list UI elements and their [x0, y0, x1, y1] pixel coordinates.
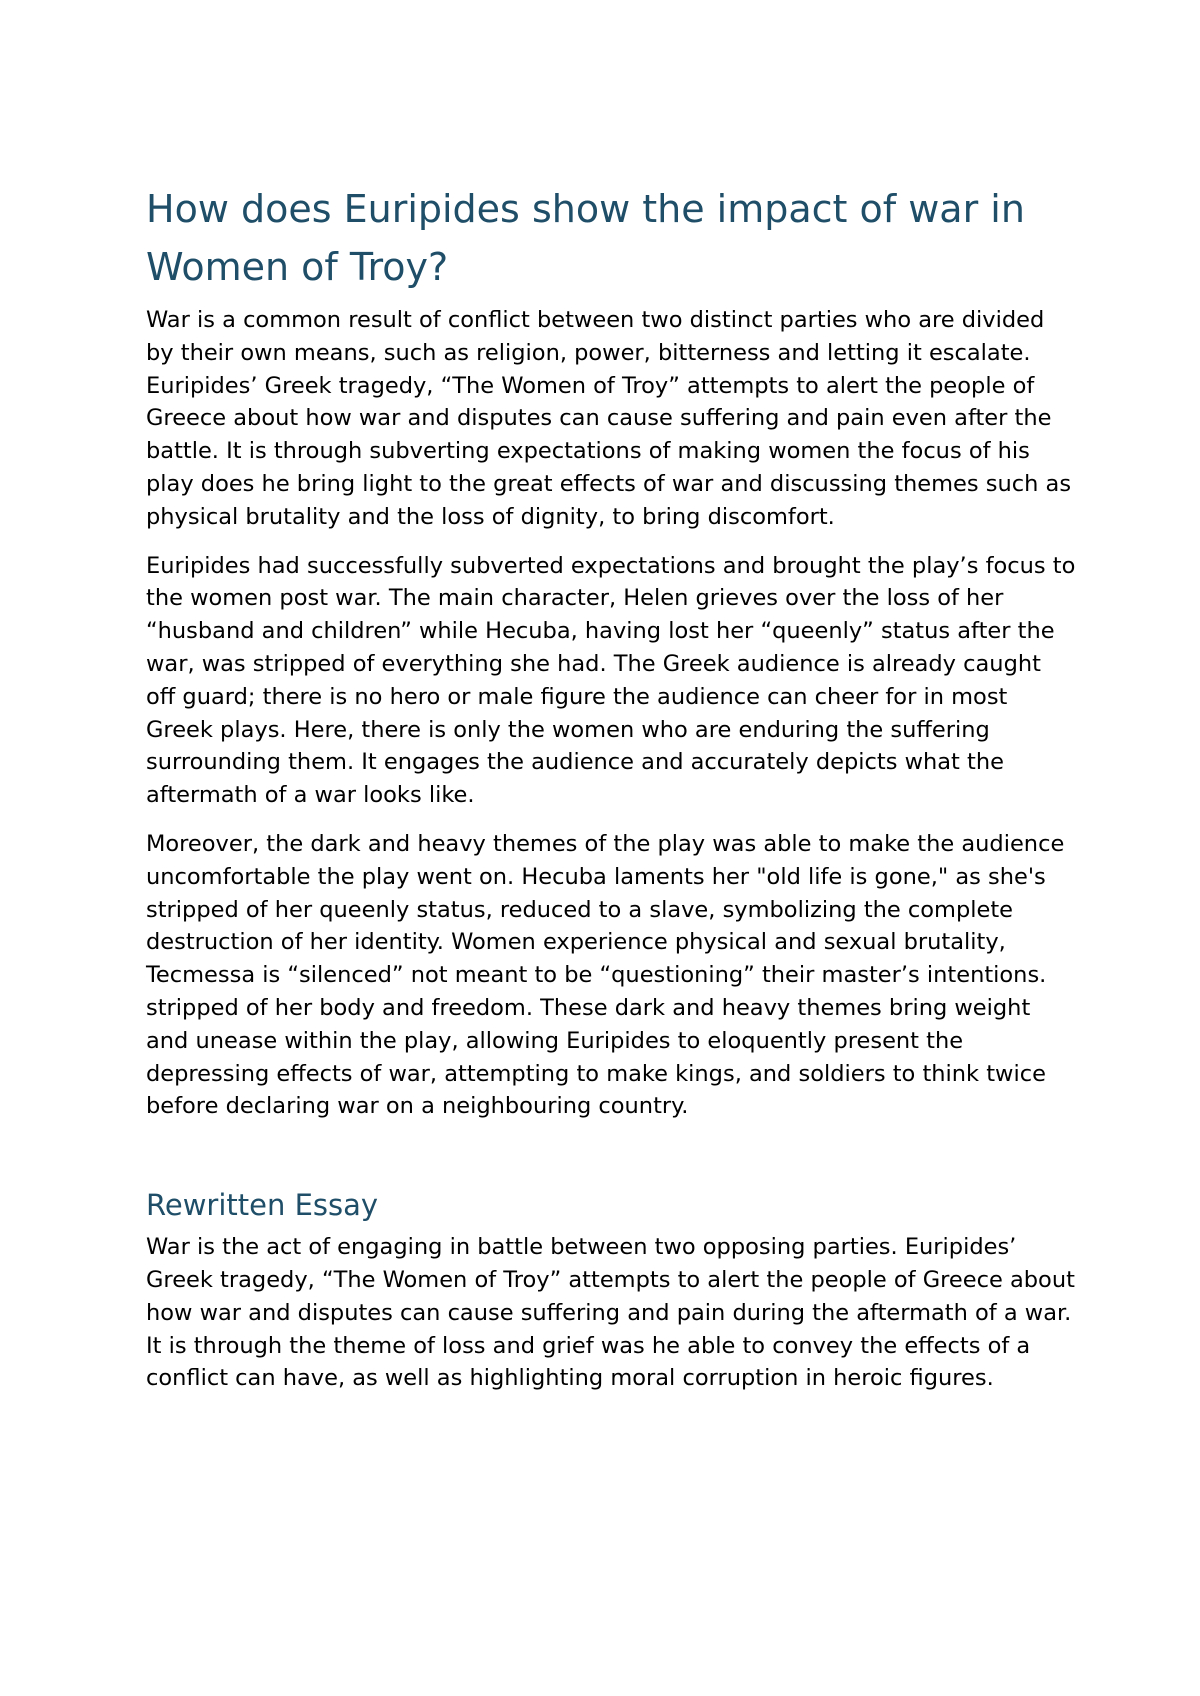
body-paragraph-1: War is a common result of conflict between two distinct parties who are divided by their own means, such as religion, power, bitterness and letting it escalate. Euripides’ Greek tragedy, “The Women of Troy” attempts to alert the people of Greece about how war and disputes can cause suffering and pain even after the battle. It is through subverting expectations of making women the focus of his play does he bring light to the great effects of war and discussing themes such as physical brutality and the loss of dignity, to bring discomfort. [146, 307, 1072, 530]
body-paragraph-2: Euripides had successfully subverted expectations and brought the play’s focus to the women post war. The main character, Helen grieves over the loss of her “husband and children” while Hecuba, having lost her “queenly” status after the war, was stripped of everything she had. The Greek audience is already caught off guard; there is no hero or male figure the audience can cheer for in most Greek plays. Here, there is only the women who are enduring the suffering surrounding them. It engages the audience and accurately depicts what the aftermath of a war looks like. [146, 552, 1076, 809]
spacer [146, 812, 1076, 828]
document-title: How does Euripides show the impact of war in Women of Troy? [146, 187, 1025, 289]
spacer [146, 1123, 1076, 1185]
spacer [146, 534, 1076, 550]
section-paragraph-1: War is the act of engaging in battle between two opposing parties. Euripides’ Greek tragedy, “The Women of Troy” attempts to alert the people of Greece about how war and disputes can cause suffering and pain during the aftermath of a war. It is through the theme of loss and grief was he able to convey the effects of a conflict can have, as well as highlighting moral corruption in heroic figures. [146, 1234, 1075, 1392]
spacer [146, 296, 1076, 304]
document-page [146, 180, 1076, 1395]
body-paragraph-3: Moreover, the dark and heavy themes of the play was able to make the audience uncomfortable the play went on. Hecuba laments her "old life is gone," as she's stripped of her queenly status, reduced to a slave, symbolizing the complete destruction of her identity. Women experience physical and sexual brutality, Tecmessa is “silenced” not meant to be “questioning” their master’s intentions. stripped of her body and freedom. These dark and heavy themes bring weight and unease within the play, allowing Euripides to eloquently present the depressing effects of war, attempting to make kings, and soldiers to think twice before declaring war on a neighbouring country. [146, 830, 1065, 1120]
section-heading: Rewritten Essay [146, 1188, 379, 1223]
